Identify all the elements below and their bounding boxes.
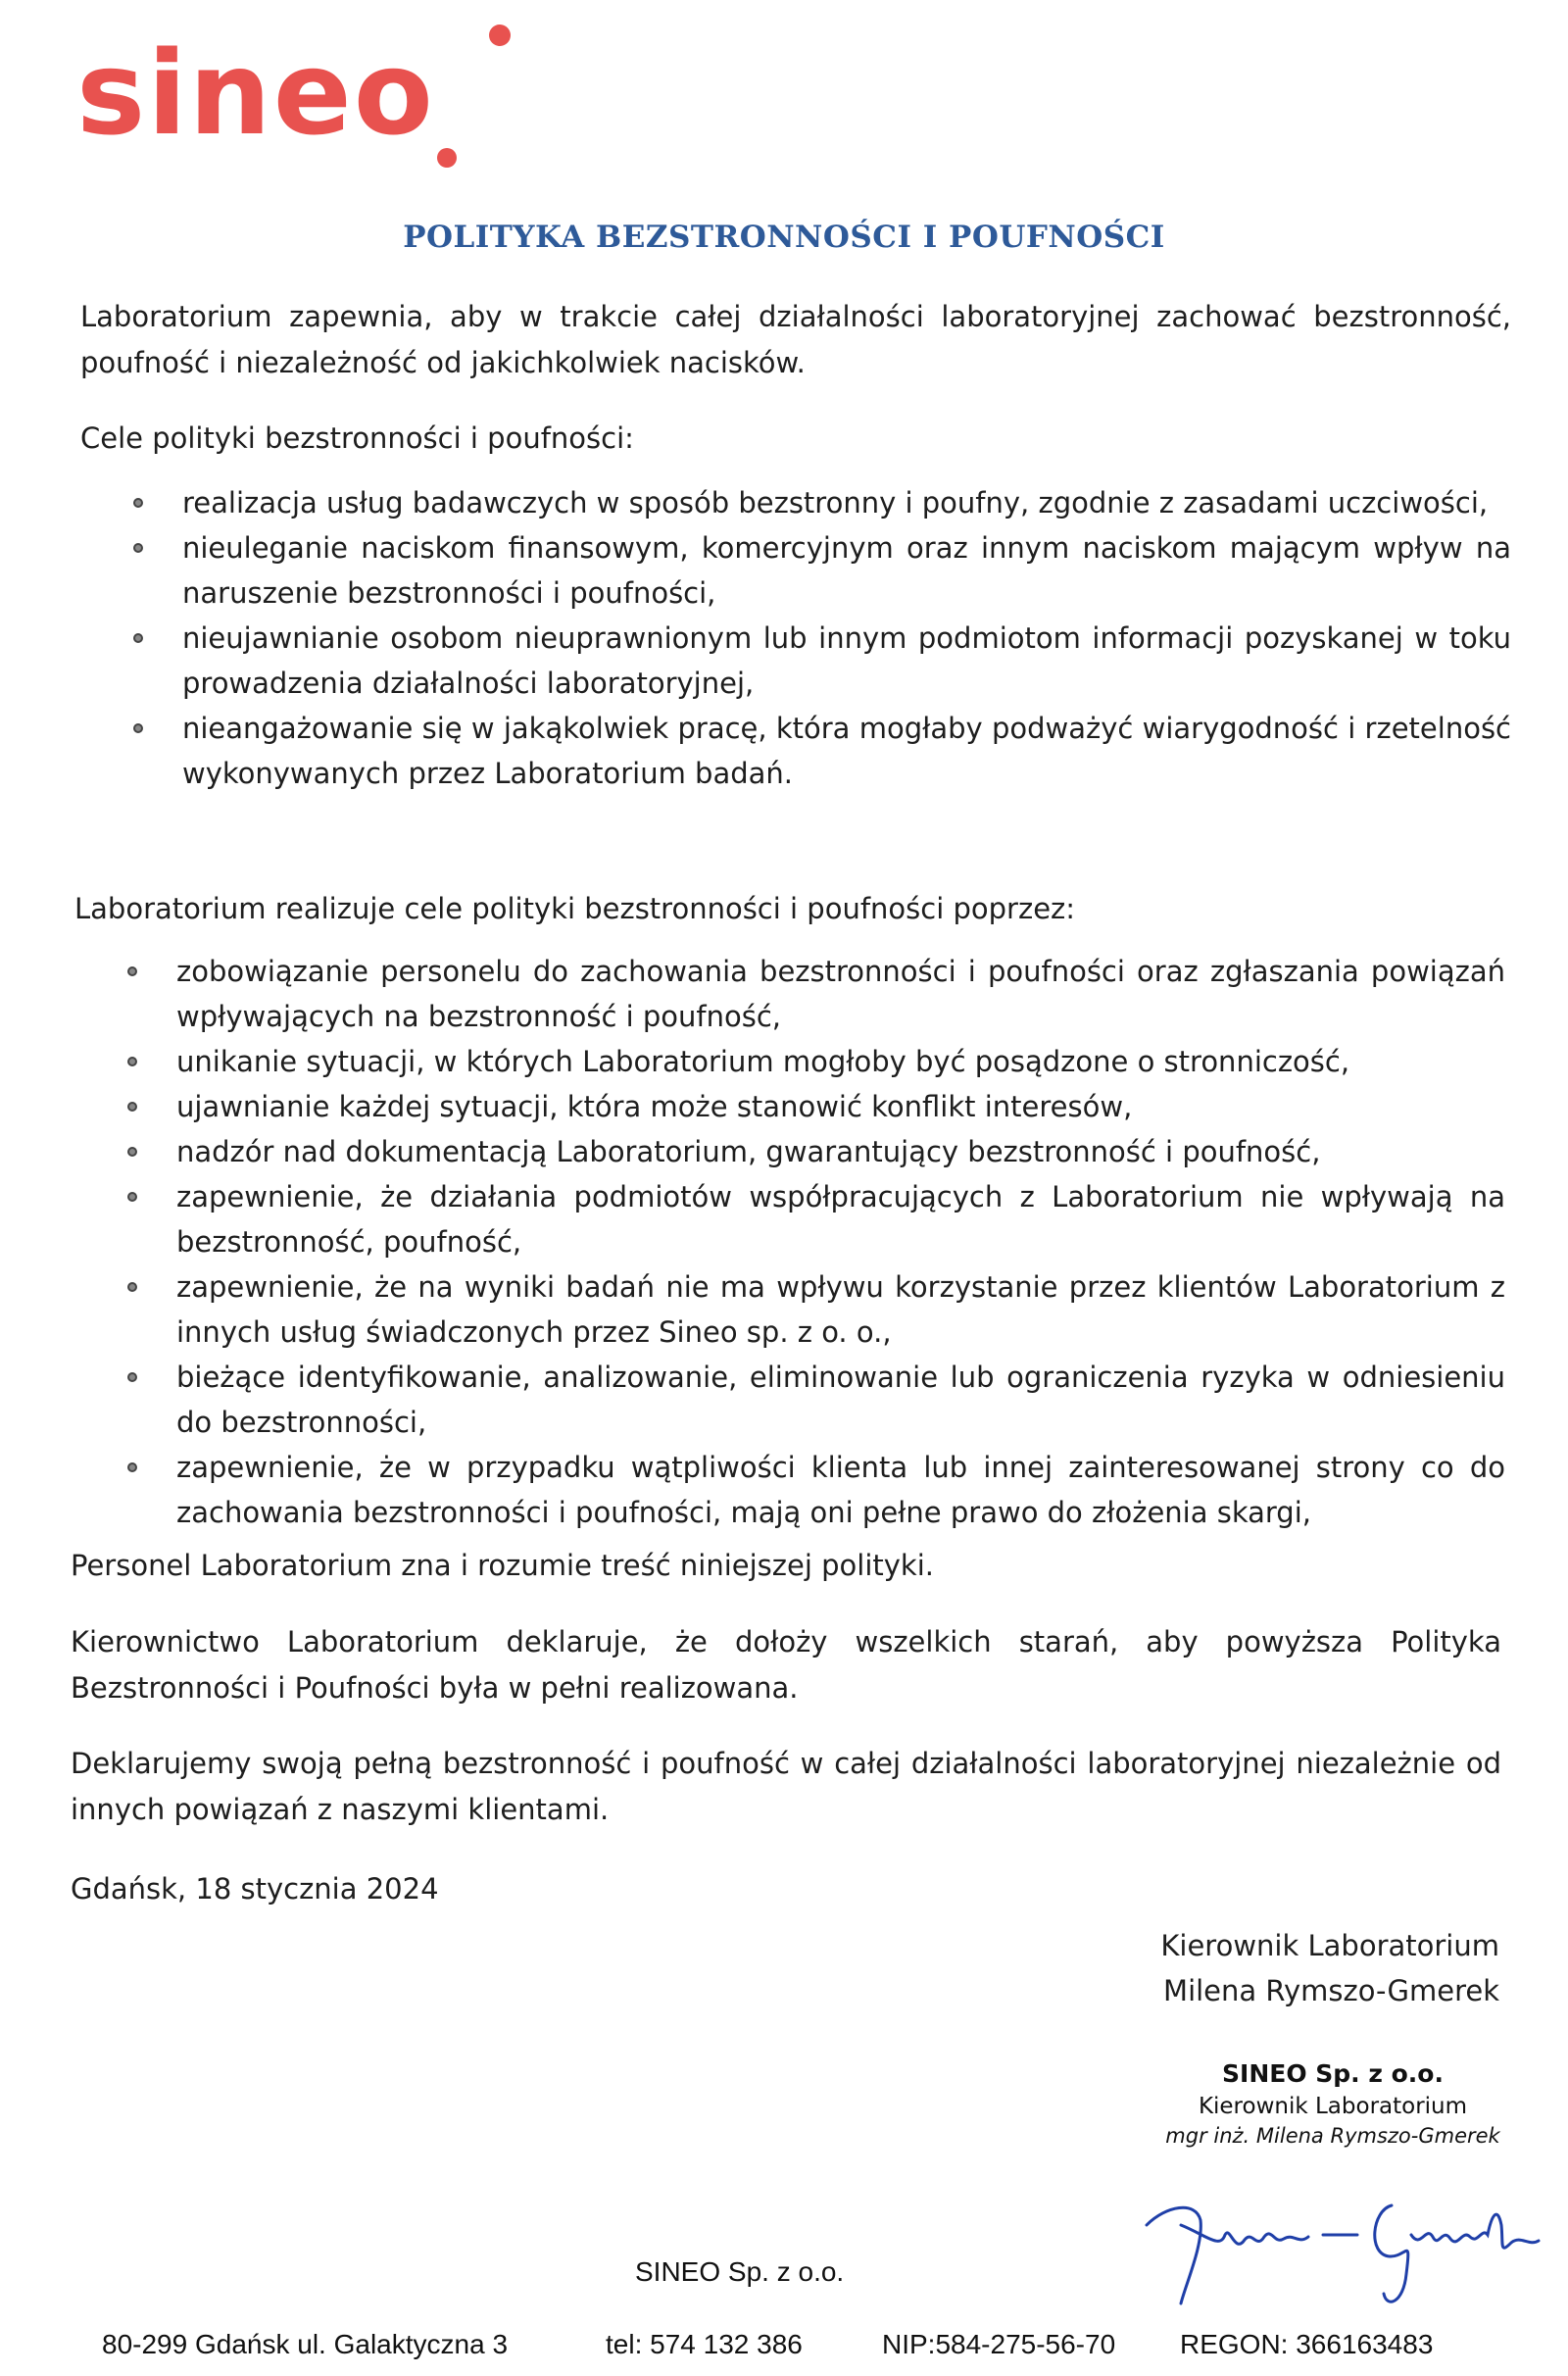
bullet-icon [127, 1462, 137, 1472]
bullet-icon [127, 1057, 137, 1066]
bullet-icon [127, 966, 137, 976]
list-item: zapewnienie, że działania podmiotów współpracujących z Laboratorium nie wpływają na bezstronność, poufność, [74, 1174, 1505, 1264]
signatory-block [1160, 1923, 1499, 2013]
bullet-icon [133, 498, 143, 508]
bullet-icon [127, 1102, 137, 1112]
declaration-paragraph: Deklarujemy swoją pełną bezstronność i poufność w całej działalności laboratoryjnej niezależnie od innych powiązań z naszymi klientami. [71, 1747, 1501, 1826]
means-list [74, 949, 1505, 1535]
staff-statement: Personel Laboratorium zna i rozumie treść niniejszej polityki. [71, 1549, 935, 1582]
stamp-company: SINEO Sp. z o.o. [1222, 2059, 1444, 2088]
document-title: POLITYKA BEZSTRONNOŚCI I POUFNOŚCI [403, 220, 1165, 255]
list-item: nieujawnianie osobom nieuprawnionym lub innym podmiotom informacji pozyskanej w toku prowadzenia działalności laboratoryjnej, [80, 616, 1511, 706]
footer-regon: REGON: 366163483 [1180, 2329, 1434, 2359]
goals-heading: Cele polityki bezstronności i poufności: [80, 421, 634, 455]
list-item: zapewnienie, że w przypadku wątpliwości klienta lub innej zainteresowanej strony co do zachowania bezstronności i poufności, mają oni pełne prawo do złożenia skargi, [74, 1445, 1505, 1535]
stamp-role: Kierownik Laboratorium [1198, 2094, 1468, 2119]
bullet-icon [127, 1282, 137, 1292]
sineo-logo [76, 16, 527, 182]
list-item: zapewnienie, że na wyniki badań nie ma wpływu korzystanie przez klientów Laboratorium z innych usług świadczonych przez Sineo sp. z o. o., [74, 1264, 1505, 1355]
footer-phone: tel: 574 132 386 [606, 2329, 803, 2359]
intro-paragraph: Laboratorium zapewnia, aby w trakcie całej działalności laboratoryjnej zachować bezstronność, poufność i niezależność od jakichkolwiek nacisków. [80, 300, 1511, 379]
place-date: Gdańsk, 18 stycznia 2024 [71, 1872, 439, 1906]
list-item: nieangażowanie się w jakąkolwiek pracę, która mogłaby podważyć wiarygodność i rzetelność wykonywanych przez Laboratorium badań. [80, 706, 1511, 796]
bullet-icon [133, 723, 143, 733]
bullet-icon [127, 1147, 137, 1157]
bullet-icon [133, 633, 143, 643]
list-item: nieuleganie naciskom finansowym, komercyjnym oraz innym naciskom mającym wpływ na naruszenie bezstronności i poufności, [80, 525, 1511, 616]
means-heading: Laboratorium realizuje cele polityki bezstronności i poufności poprzez: [74, 892, 1076, 925]
logo-text: sineo [76, 25, 435, 161]
list-item: realizacja usług badawczych w sposób bezstronny i poufny, zgodnie z zasadami uczciwości, [80, 480, 1511, 525]
management-statement: Kierownictwo Laboratorium deklaruje, że dołoży wszelkich starań, aby powyższa Polityka Bezstronności i Poufności była w pełni realizowana. [71, 1625, 1501, 1705]
signatory-role: Kierownik Laboratorium [1160, 1929, 1499, 1962]
bullet-icon [127, 1192, 137, 1202]
footer-address: 80-299 Gdańsk ul. Galaktyczna 3 [102, 2329, 509, 2359]
list-item: unikanie sytuacji, w których Laboratorium mogłoby być posądzone o stronniczość, [74, 1039, 1505, 1084]
footer-company: SINEO Sp. z o.o. [635, 2256, 845, 2287]
list-item: bieżące identyfikowanie, analizowanie, eliminowanie lub ograniczenia ryzyka w odniesieniu do bezstronności, [74, 1355, 1505, 1445]
handwritten-signature [1127, 2166, 1558, 2323]
company-stamp [1156, 2056, 1509, 2151]
bullet-icon [127, 1372, 137, 1382]
signatory-name: Milena Rymszo-Gmerek [1163, 1974, 1499, 2007]
footer-nip: NIP:584-275-56-70 [882, 2329, 1116, 2359]
list-item: nadzór nad dokumentacją Laboratorium, gwarantujący bezstronność i poufność, [74, 1129, 1505, 1174]
goals-list [80, 480, 1511, 796]
stamp-person: mgr inż. Milena Rymszo-Gmerek [1165, 2124, 1500, 2148]
list-item: zobowiązanie personelu do zachowania bezstronności i poufności oraz zgłaszania powiązań wpływających na bezstronność i poufność, [74, 949, 1505, 1039]
list-item: ujawnianie każdej sytuacji, która może stanowić konflikt interesów, [74, 1084, 1505, 1129]
bullet-icon [133, 543, 143, 553]
